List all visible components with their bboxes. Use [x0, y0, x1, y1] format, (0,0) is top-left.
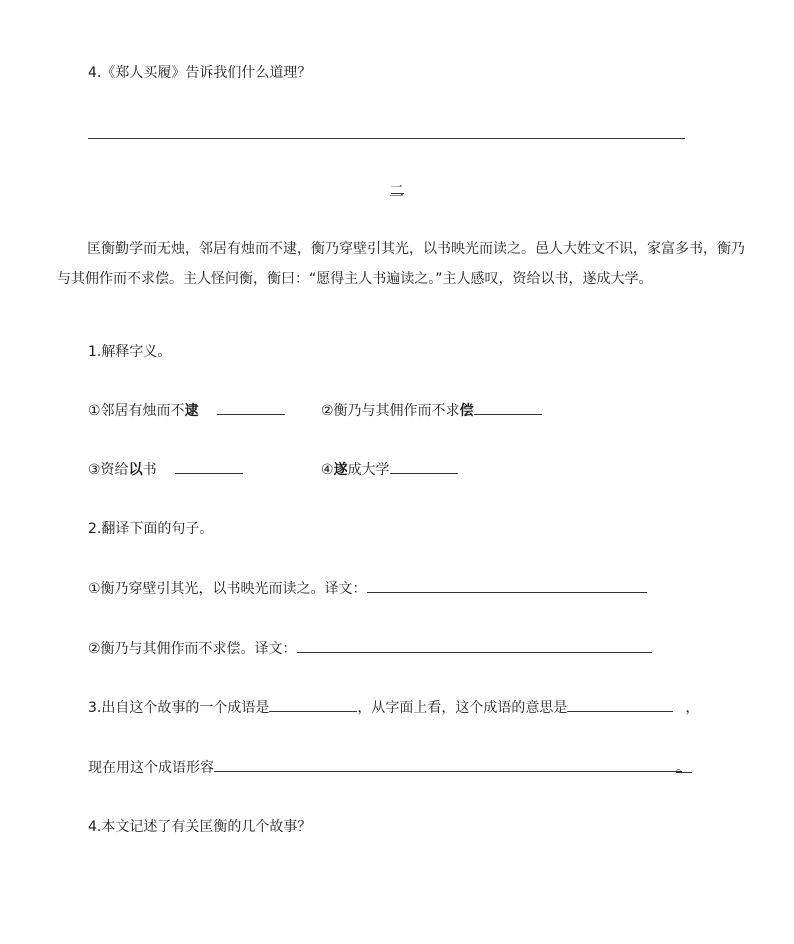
q3-line-2-end — [676, 757, 692, 776]
section-title: 二 — [389, 182, 406, 200]
q2-item-1-translation-blank[interactable] — [367, 578, 647, 593]
q1-item-3-suffix: 书 — [142, 462, 157, 478]
q1-item-4-suffix: 成大学 — [347, 462, 390, 478]
q1-item-3-prefix: ③资给 — [88, 462, 129, 478]
q3-line-2 — [88, 757, 682, 777]
q3-idiom-blank[interactable] — [269, 697, 357, 712]
q1-item-4 — [321, 459, 458, 479]
q1-item-4-prefix: ④ — [321, 462, 334, 478]
q4-question: 4.本文记述了有关匡衡的几个故事？ — [88, 819, 312, 835]
q1-item-2-key-char: 偿 — [459, 403, 474, 419]
q3-line-2-prefix: 现在用这个成语形容 — [88, 760, 214, 776]
section-title-underline — [391, 193, 404, 194]
q1-item-1-blank[interactable] — [217, 400, 285, 415]
q2-item-1-text: ①衡乃穿壁引其光，以书映光而读之。译文： — [88, 581, 367, 597]
q1-item-2-blank[interactable] — [474, 400, 542, 415]
q1-item-3-blank[interactable] — [175, 459, 243, 474]
q3-meaning-blank[interactable] — [567, 697, 673, 712]
q1-title: 1.解释字义。 — [88, 344, 172, 360]
q3-part-2: ，从字面上看，这个成语的意思是 — [357, 700, 568, 716]
q1-item-4-blank[interactable] — [390, 459, 458, 474]
q1-item-1 — [88, 400, 285, 420]
q3-line-2-period: 。 — [676, 760, 690, 776]
q1-item-3 — [88, 459, 243, 479]
q2-title: 2.翻译下面的句子。 — [88, 521, 214, 537]
q1-item-2-prefix: ②衡乃与其佣作而不求 — [321, 403, 460, 419]
q1-item-3-key-char: 以 — [128, 462, 143, 478]
q3-part-1: 3.出自这个故事的一个成语是 — [88, 700, 270, 716]
classical-passage: 匡衡勤学而无烛，邻居有烛而不逮，衡乃穿壁引其光，以书映光而读之。邑人大姓文不识，家富多书，衡乃与其佣作而不求偿。主人怪问衡，衡曰：“愿得主人书遍读之。”主人感叹，资给以书，遂成大学。 — [57, 241, 745, 287]
prev-question-4: 4.《郑人买履》告诉我们什么道理？ — [88, 65, 312, 81]
q2-item-2 — [88, 638, 652, 658]
q2-item-1 — [88, 578, 647, 598]
q1-item-2 — [321, 400, 542, 420]
q3-part-3: ， — [685, 700, 700, 716]
answer-line-prev-q4[interactable] — [88, 138, 685, 139]
q3-usage-blank[interactable] — [214, 757, 682, 772]
q1-item-1-key-char: 逮 — [184, 403, 199, 419]
q2-item-2-text: ②衡乃与其佣作而不求偿。译文： — [88, 641, 297, 657]
q3-line-1 — [88, 697, 699, 717]
q1-item-1-prefix: ①邻居有烛而不 — [88, 403, 185, 419]
q1-item-4-key-char: 遂 — [333, 462, 348, 478]
q2-item-2-translation-blank[interactable] — [297, 638, 652, 653]
